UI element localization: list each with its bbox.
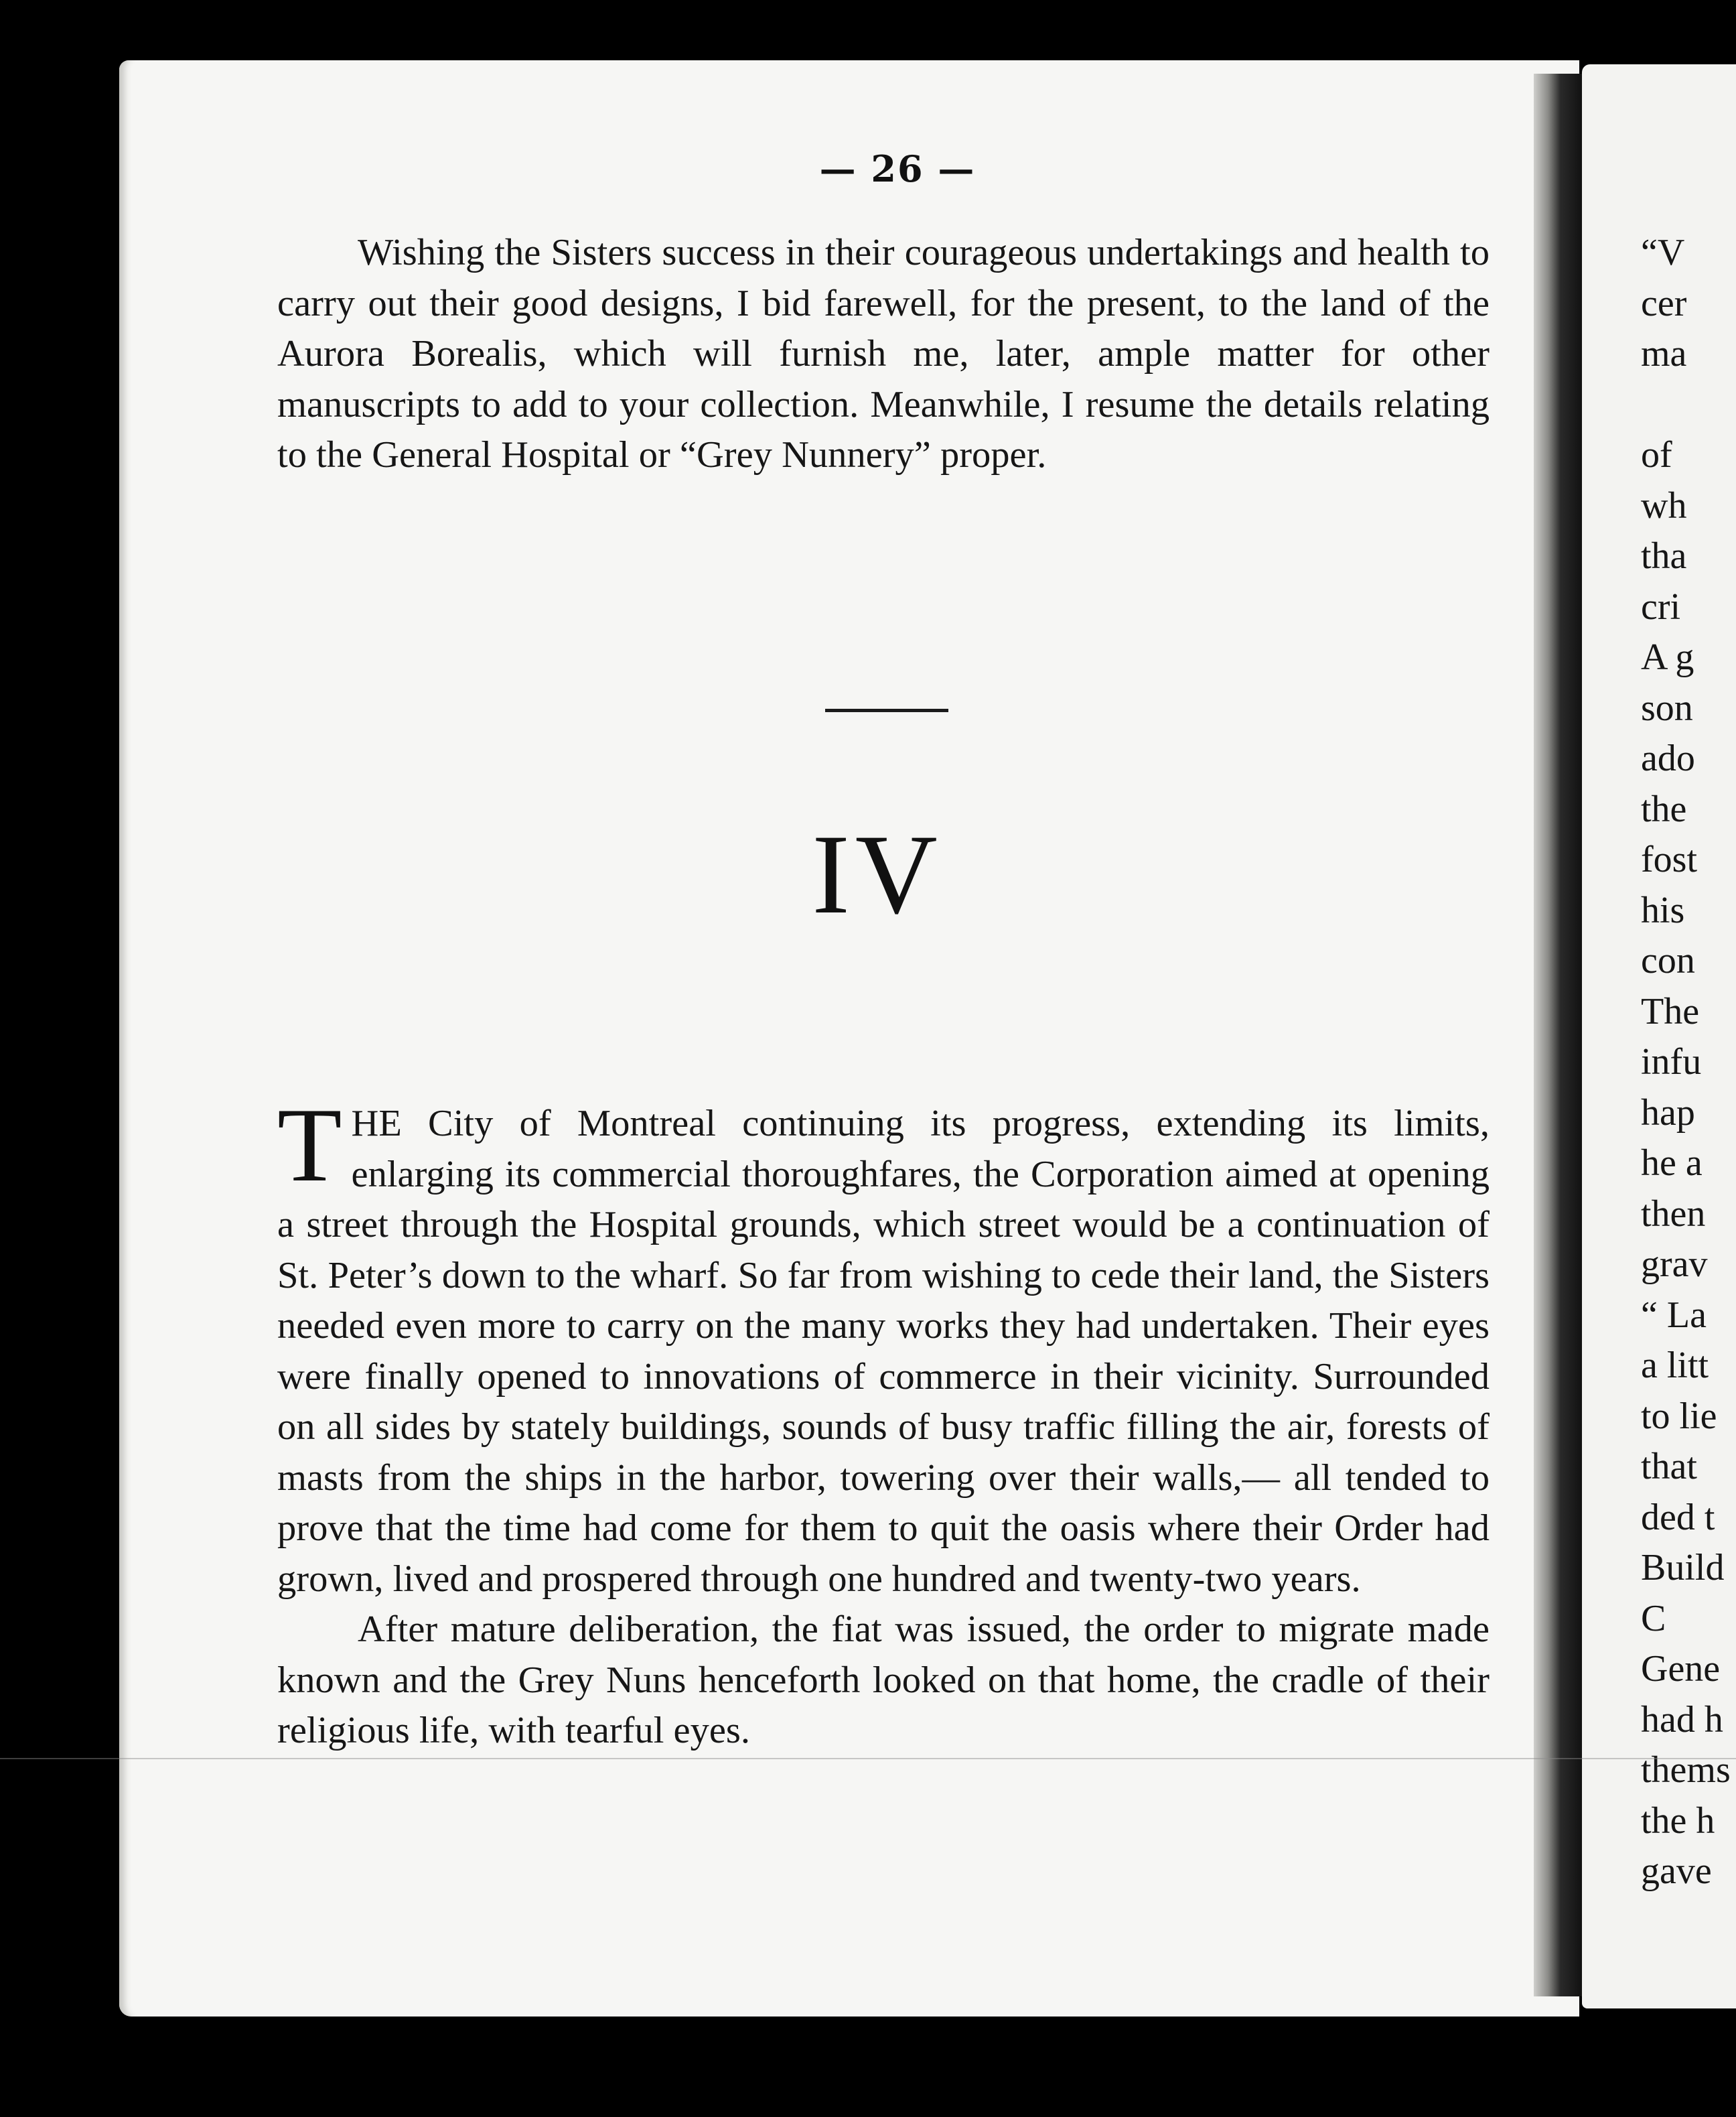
facing-page-line: ma (1641, 333, 1687, 374)
facing-page-line: ded t (1641, 1496, 1715, 1538)
facing-page-line: infu (1641, 1041, 1702, 1083)
book-gutter (1534, 74, 1582, 1996)
facing-page-line: of (1641, 434, 1672, 476)
chapter-paragraph-1-text: HE City of Montreal continuing its progress, extending its limits, enlarging its commercial thoroughfares, the Corporation aimed at opening a street through the Hospital grounds, which street would be a continuation of St. Peter’s down to the wharf. So far from wishing to cede their land, the Sisters needed even more to carry on the many works they had undertaken. Their eyes were finally opened to innovations of commerce in their vicinity. Surrounded on all sides by stately buildings, sounds of busy traffic filling the air, forests of masts from the ships in the harbor, towering over their walls,— all tended to prove that the time had come for them to quit the oasis where their Order had grown, lived and prospered through one hundred and twenty-two years. (277, 1103, 1490, 1600)
facing-page-line: “V (1641, 232, 1685, 273)
chapter-paragraph-1 (277, 1087, 1490, 1604)
facing-page-line: a litt (1641, 1345, 1709, 1386)
facing-page-line: gave (1641, 1850, 1712, 1892)
intro-paragraph-block (277, 228, 1490, 481)
facing-page-line: con (1641, 940, 1695, 981)
chapter-body (277, 1087, 1490, 1757)
facing-page-line: Build (1641, 1547, 1725, 1588)
facing-page-line: fost (1641, 839, 1697, 880)
facing-page-line: had h (1641, 1698, 1723, 1740)
facing-page-line: C (1641, 1597, 1666, 1639)
facing-page-text (1641, 228, 1736, 1897)
chapter-heading: IV (812, 811, 943, 937)
facing-page-line: ado (1641, 738, 1695, 779)
facing-page-line: The (1641, 990, 1700, 1032)
facing-page-line: that (1641, 1446, 1697, 1487)
facing-page-line: Gene (1641, 1648, 1721, 1690)
facing-page-line: the h (1641, 1799, 1715, 1842)
chapter-paragraph-2: After mature deliberation, the fiat was issued, the order to migrate made known and the Grey Nuns henceforth looked on that home, the cradle of their religious life, with tearful eyes. (277, 1609, 1490, 1751)
facing-page-line: he a (1641, 1142, 1703, 1184)
drop-cap: T (277, 1087, 342, 1204)
facing-page-block-1 (1641, 228, 1736, 380)
section-divider-rule (825, 709, 948, 712)
facing-page-line: tha (1641, 535, 1687, 577)
intro-paragraph: Wishing the Sisters success in their courageous undertakings and health to carry out their good designs, I bid farewell, for the present, to the land of the Aurora Borealis, which will furnish me, later, ample matter for other manuscripts to add to your collection. Meanwhile, I resume the details relating to the General Hospital or “Grey Nunnery” proper. (277, 232, 1490, 476)
facing-page-line: the (1641, 788, 1687, 830)
facing-page-line: A g (1641, 636, 1694, 678)
facing-page-gap (1641, 380, 1736, 431)
facing-page-block-2 (1641, 430, 1736, 1897)
facing-page-line: thems (1641, 1749, 1731, 1791)
facing-page-line: grav (1641, 1243, 1708, 1285)
facing-page-line: to lie (1641, 1395, 1717, 1437)
facing-page-line: cer (1641, 282, 1687, 324)
facing-page-line: son (1641, 687, 1693, 729)
page-number: — 26 — (819, 147, 976, 190)
facing-page-line: cri (1641, 586, 1681, 628)
scan-artifact-line (0, 1758, 1736, 1759)
facing-page-line: his (1641, 889, 1685, 931)
facing-page-line: “ La (1641, 1294, 1707, 1336)
facing-page-line: wh (1641, 484, 1687, 527)
facing-page-line: hap (1641, 1091, 1695, 1134)
facing-page-line: then (1641, 1192, 1706, 1235)
